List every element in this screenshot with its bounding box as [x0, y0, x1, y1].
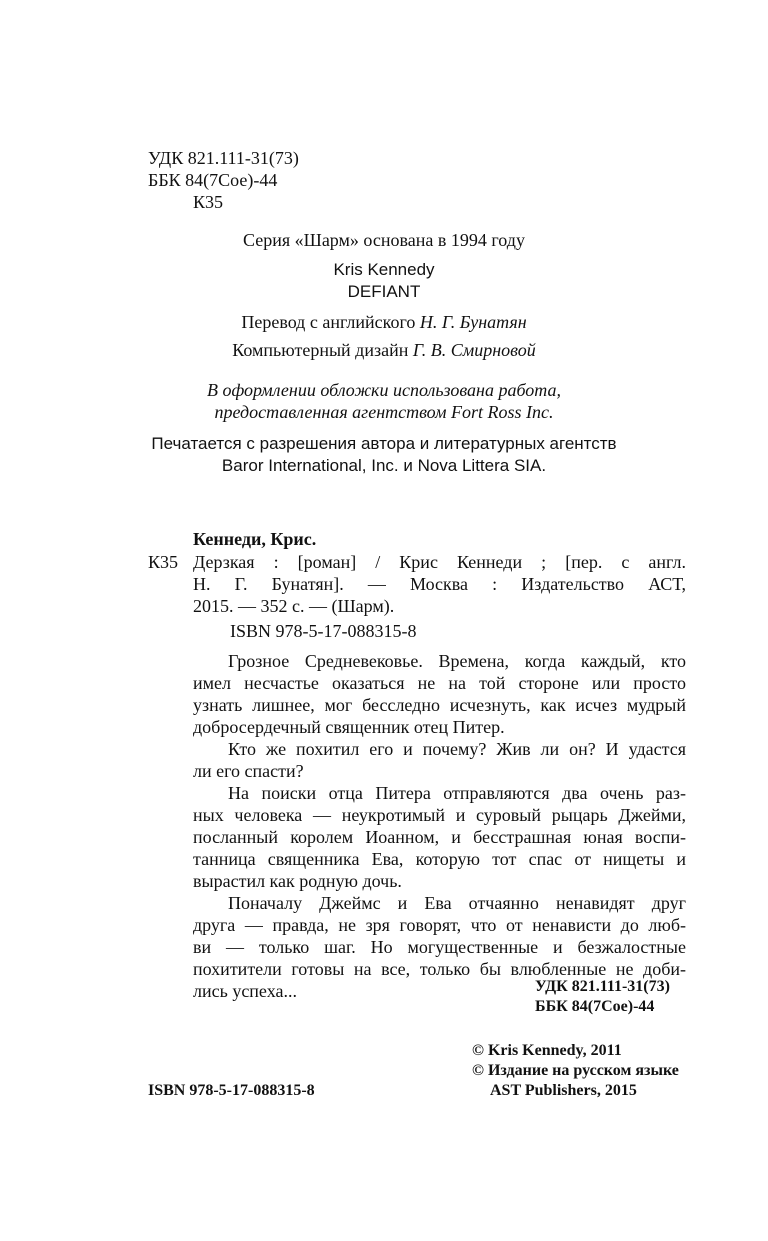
series-line: Серия «Шарм» основана в 1994 году [243, 230, 525, 250]
annotation-line: ви — только шаг. Но могущественные и безжалостные [193, 937, 686, 957]
footer-isbn: ISBN 978-5-17-088315-8 [148, 1082, 315, 1099]
udk-code: УДК 821.111-31(73) [148, 148, 299, 168]
annotation-line: лись успеха... [193, 981, 297, 1001]
catalog-entry-line: Дерзкая : [роман] / Крис Кеннеди ; [пер. с англ. [193, 552, 686, 572]
author-mark: К35 [193, 192, 224, 212]
catalog-entry-line: Н. Г. Бунатян]. — Москва : Издательство АСТ, [193, 574, 686, 594]
annotation-line: друга — правда, не зря говорят, что от ненависти до люб- [193, 915, 686, 935]
catalog-entry [193, 551, 686, 617]
copyright-line-2: © Издание на русском языке [472, 1062, 679, 1079]
footer-udk-code: УДК 821.111-31(73) [535, 978, 670, 995]
annotation-line: ли его спасти? [193, 761, 304, 781]
catalog-author-heading: Кеннеди, Крис. [193, 529, 317, 549]
annotation-line: добросердечный священник отец Питер. [193, 717, 505, 737]
translator-name: Н. Г. Бунатян [419, 312, 527, 332]
annotation-line: Поначалу Джеймс и Ева отчаянно ненавидят друг [228, 893, 686, 913]
copyright-line-3: AST Publishers, 2015 [490, 1082, 637, 1099]
cover-note-line-2: предоставленная агентством Fort Ross Inc. [214, 402, 554, 422]
permission-line-2: Baror International, Inc. и Nova Littera SIA. [221, 456, 547, 475]
catalog-entry-line: 2015. — 352 с. — (Шарм). [193, 596, 395, 616]
annotation-line: танница священника Ева, которую тот спас от нищеты и [193, 849, 686, 869]
annotation-line: похитители готовы на все, только бы влюбленные не доби- [193, 959, 686, 979]
annotation-line: Кто же похитил его и почему? Жив ли он? И удастся [228, 739, 686, 759]
translation-credit [0, 311, 768, 333]
annotation [193, 650, 686, 1002]
designer-name: Г. В. Смирновой [412, 340, 536, 360]
annotation-line: имел несчастье оказаться не на той стороне или просто [193, 673, 686, 693]
annotation-line: посланный королем Иоанном, и бесстрашная юная воспи- [193, 827, 686, 847]
annotation-line: вырастил как родную дочь. [193, 871, 402, 891]
catalog-isbn: ISBN 978-5-17-088315-8 [230, 621, 417, 641]
annotation-line: На поиски отца Питера отправляются два очень раз- [228, 783, 686, 803]
catalog-code: К35 [148, 552, 179, 572]
original-author: Kris Kennedy [333, 260, 435, 279]
bbk-code: ББК 84(7Сое)-44 [148, 170, 278, 190]
copyright-line-1: © Kris Kennedy, 2011 [472, 1042, 622, 1059]
footer-bbk-code: ББК 84(7Сое)-44 [535, 998, 655, 1015]
design-credit [0, 339, 768, 361]
cover-note-line-1: В оформлении обложки использована работа, [206, 380, 561, 400]
design-prefix: Компьютерный дизайн [232, 340, 413, 360]
annotation-line: ных человека — неукротимый и суровый рыцарь Джейми, [193, 805, 686, 825]
annotation-line: узнать лишнее, мог бесследно исчезнуть, как исчез мудрый [193, 695, 686, 715]
permission-line-1: Печатается с разрешения автора и литературных агентств [151, 434, 617, 453]
translation-prefix: Перевод с английского [241, 312, 420, 332]
original-title: DEFIANT [347, 282, 421, 301]
annotation-line: Грозное Средневековье. Времена, когда каждый, кто [228, 651, 686, 671]
